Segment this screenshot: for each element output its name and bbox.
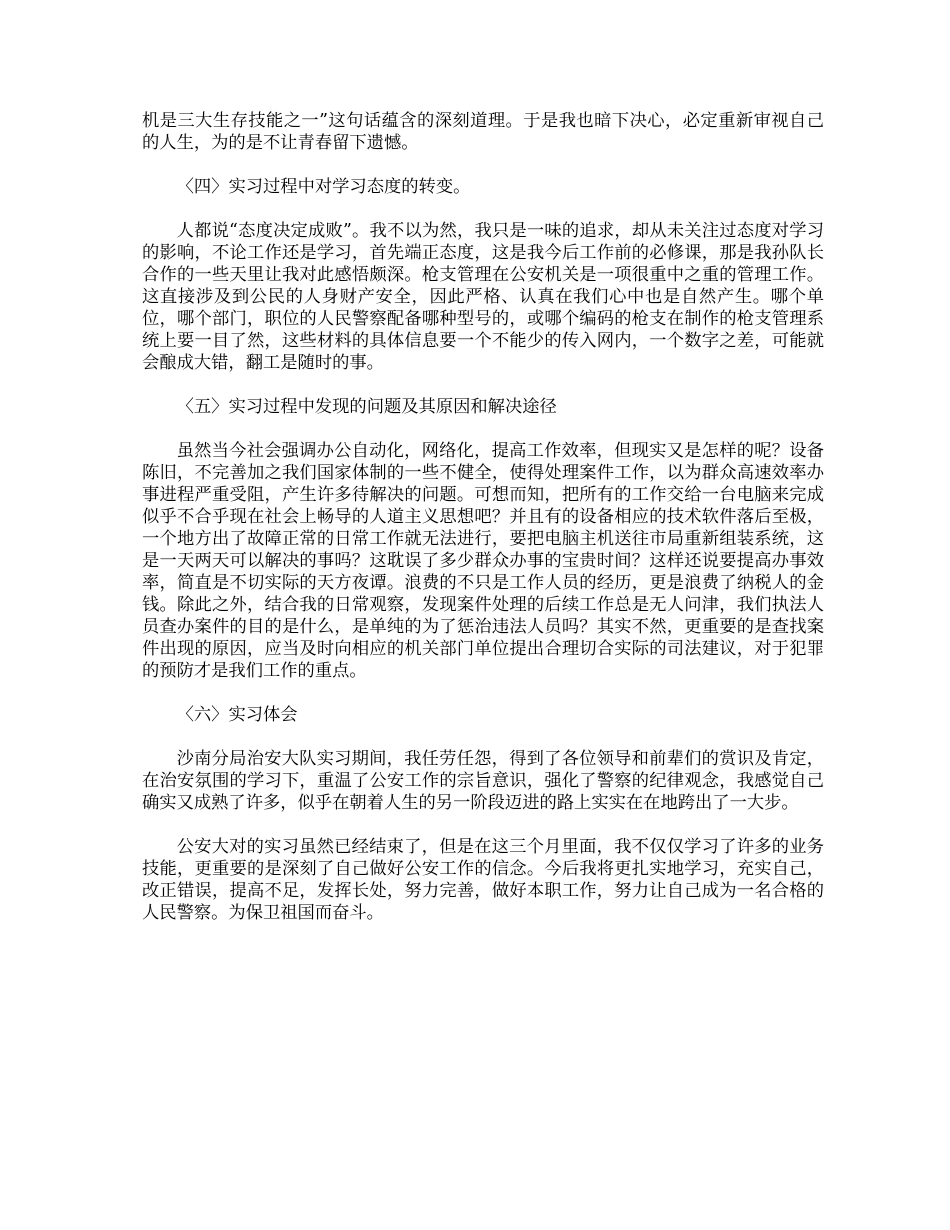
section-heading-6: 〈六〉实习体会 xyxy=(176,705,298,725)
section-6-paragraph-2: 公安大对的实习虽然已经结束了，但是在这三个月里面，我不仅仅学习了许多的业务技能，更重要的是深刻了自己做好公安工作的信念。今后我将更扎实地学习，充实自己，改正错误，提高不足，发挥长处，努力完善，做好本职工作，努力让自己成为一名合格的人民警察。为保卫祖国而奋斗。 xyxy=(142,837,824,923)
section-heading-5: 〈五〉实习过程中发现的问题及其原因和解决途径 xyxy=(176,397,557,417)
paragraph-gap xyxy=(142,418,824,440)
section-5-paragraph: 虽然当今社会强调办公自动化，网络化，提高工作效率，但现实又是怎样的呢？设备陈旧，不完善加之我们国家体制的一些不健全，使得处理案件工作，以为群众高速效率办事进程严重受阻，产生许多待解决的问题。可想而知，把所有的工作交给一台电脑来完成似乎不合乎现在社会上畅导的人道主义思想吧？并且有的设备相应的技术软件落后至极，一个地方出了故障正常的日常工作就无法进行，要把电脑主机送往市局重新组装系统，这是一天两天可以解决的事吗？这耽误了多少群众办事的宝贵时间？这样还说要提高办事效率，简直是不切实际的天方夜谭。浪费的不只是工作人员的经历，更是浪费了纳税人的金钱。除此之外，结合我的日常观察，发现案件处理的后续工作总是无人问津，我们执法人员查办案件的目的是什么，是单纯的为了惩治违法人员吗？其实不然，更重要的是查找案件出现的原因，应当及时向相应的机关部门单位提出合理切合实际的司法建议，对于犯罪的预防才是我们工作的重点。 xyxy=(142,441,824,681)
paragraph-gap xyxy=(142,374,824,396)
section-6-paragraph-1: 沙南分局治安大队实习期间，我任劳任怨，得到了各位领导和前辈们的赏识及肯定，在治安氛围的学习下，重温了公安工作的宗旨意识，强化了警察的纪律观念，我感觉自己确实又成熟了许多，似乎在朝着人生的另一阶段迈进的路上实实在在地跨出了一大步。 xyxy=(142,749,824,813)
paragraph-gap xyxy=(142,814,824,836)
paragraph-gap xyxy=(142,198,824,220)
document-page xyxy=(142,110,824,924)
section-heading-4: 〈四〉实习过程中对学习态度的转变。 xyxy=(176,177,471,197)
continued-paragraph: 机是三大生存技能之一”这句话蕴含的深刻道理。于是我也暗下决心，必定重新审视自己的人生，为的是不让青春留下遗憾。 xyxy=(142,111,824,153)
paragraph-gap xyxy=(142,726,824,748)
section-4-paragraph: 人都说“态度决定成败”。我不以为然，我只是一味的追求，却从未关注过态度对学习的影响，不论工作还是学习，首先端正态度，这是我今后工作前的必修课，那是我孙队长合作的一些天里让我对此感悟颇深。枪支管理在公安机关是一项很重中之重的管理工作。这直接涉及到公民的人身财产安全，因此严格、认真在我们心中也是自然产生。哪个单位，哪个部门，职位的人民警察配备哪种型号的，或哪个编码的枪支在制作的枪支管理系统上要一目了然，这些材料的具体信息要一个不能少的传入网内，一个数字之差，可能就会酿成大错，翻工是随时的事。 xyxy=(142,221,824,373)
paragraph-gap xyxy=(142,682,824,704)
paragraph-gap xyxy=(142,154,824,176)
